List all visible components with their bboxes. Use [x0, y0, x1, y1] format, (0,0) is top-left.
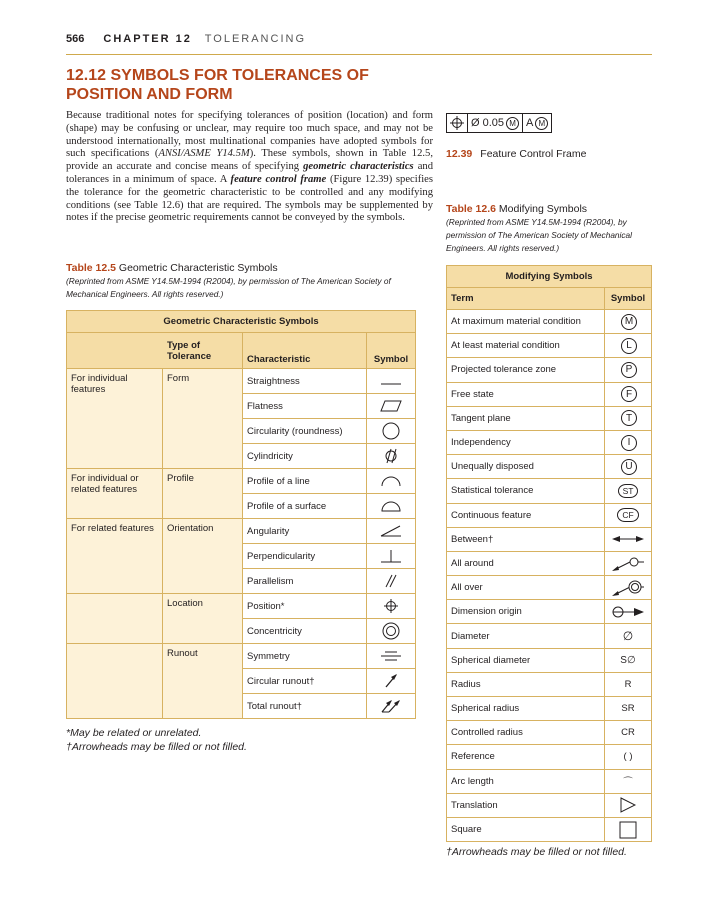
table6-header: Modifying Symbols	[447, 266, 652, 288]
tolerance-cell: Ø 0.05 M	[468, 114, 523, 132]
term-cell: Unequally disposed	[447, 455, 605, 479]
group-label: For individual features	[67, 369, 163, 469]
perpendicularity-icon	[367, 544, 416, 569]
type-label: Runout	[163, 644, 243, 719]
mmc-symbol: M	[605, 310, 652, 334]
characteristic-cell: Symmetry	[243, 644, 367, 669]
col-symbol: Symbol	[605, 288, 652, 310]
circularity-icon	[367, 419, 416, 444]
position-icon	[447, 114, 468, 132]
characteristic-cell: Straightness	[243, 369, 367, 394]
term-cell: At least material condition	[447, 334, 605, 358]
reference-symbol: ( )	[605, 745, 652, 769]
term-cell: Spherical radius	[447, 697, 605, 721]
datum-cell: A M	[523, 114, 551, 132]
col-characteristic: Characteristic	[243, 333, 367, 369]
statistical-tolerance-symbol: ST	[605, 479, 652, 503]
modifying-symbols-table	[446, 265, 652, 842]
figure-caption: 12.39 Feature Control Frame	[446, 148, 587, 160]
type-label: Profile	[163, 469, 243, 519]
term-cell: At maximum material condition	[447, 310, 605, 334]
characteristic-cell: Concentricity	[243, 619, 367, 644]
profile-line-icon	[367, 469, 416, 494]
characteristic-cell: Circularity (roundness)	[243, 419, 367, 444]
term-cell: Translation	[447, 793, 605, 817]
chapter-title: TOLERANCING	[204, 33, 307, 45]
term-cell: Tangent plane	[447, 406, 605, 430]
term-cell: Controlled radius	[447, 721, 605, 745]
spherical-radius-symbol: SR	[605, 697, 652, 721]
table6-caption: Table 12.6 Modifying Symbols (Reprinted from ASME Y14.5M-1994 (R2004), by permission of The American Society of Mechanical Engineers. All rights reserved.)	[446, 203, 632, 253]
running-head	[66, 33, 306, 45]
type-label: Form	[163, 369, 243, 469]
straightness-icon	[367, 369, 416, 394]
between-icon	[605, 527, 652, 551]
type-label: Orientation	[163, 519, 243, 594]
characteristic-cell: Flatness	[243, 394, 367, 419]
datum-mmc-modifier: M	[535, 117, 548, 130]
tangent-plane-symbol: T	[605, 406, 652, 430]
type-label: Location	[163, 594, 243, 644]
characteristic-cell: Parallelism	[243, 569, 367, 594]
total-runout-icon	[367, 694, 416, 719]
free-state-symbol: F	[605, 382, 652, 406]
continuous-feature-symbol: CF	[605, 503, 652, 527]
term-cell: Projected tolerance zone	[447, 358, 605, 382]
term-cell: Diameter	[447, 624, 605, 648]
body-paragraph: Because traditional notes for specifying tolerances of position (location) and form (shape) may be confusing or unclear, may require too much space, and may not be understood internationally, most multinational companies have adopted symbols for such specifications (ANSI/ASME Y14.5M). These symbols, shown in Table 12.5, provide an accurate and concise means of specifying geometric characteristics and tolerances in a minimum of space. A feature control frame (Figure 12.39) specifies the tolerance for the geometric characteristic to be controlled and any modifying conditions (see Table 12.6) that are required. The symbols may be supplemented by notes if the precise geometric requirements cannot be conveyed by the symbols.	[66, 110, 433, 224]
parallelism-icon	[367, 569, 416, 594]
col-type: Type of Tolerance	[163, 333, 243, 369]
chapter-label: CHAPTER 12	[103, 33, 192, 45]
square-icon	[605, 817, 652, 841]
characteristic-cell: Profile of a surface	[243, 494, 367, 519]
characteristic-cell: Total runout†	[243, 694, 367, 719]
characteristic-cell: Circular runout†	[243, 669, 367, 694]
translation-icon	[605, 793, 652, 817]
characteristic-cell: Angularity	[243, 519, 367, 544]
characteristic-cell: Profile of a line	[243, 469, 367, 494]
independency-symbol: I	[605, 430, 652, 454]
controlled-radius-symbol: CR	[605, 721, 652, 745]
table5-header: Geometric Characteristic Symbols	[67, 311, 416, 333]
col-symbol: Symbol	[367, 333, 416, 369]
group-label: For individual or related features	[67, 469, 163, 519]
symmetry-icon	[367, 644, 416, 669]
concentricity-icon	[367, 619, 416, 644]
position-icon	[367, 594, 416, 619]
diameter-symbol: ∅	[605, 624, 652, 648]
col-term: Term	[447, 288, 605, 310]
term-cell: Radius	[447, 672, 605, 696]
lmc-symbol: L	[605, 334, 652, 358]
table5-caption: Table 12.5 Geometric Characteristic Symbols (Reprinted from ASME Y14.5M-1994 (R2004), by permission of The American Society of Mechanical Engineers. All rights reserved.)	[66, 262, 391, 299]
flatness-icon	[367, 394, 416, 419]
group-label: For related features	[67, 519, 163, 594]
term-cell: Free state	[447, 382, 605, 406]
projected-zone-symbol: P	[605, 358, 652, 382]
term-cell: Arc length	[447, 769, 605, 793]
term-cell: All over	[447, 576, 605, 600]
term-cell: Dimension origin	[447, 600, 605, 624]
term-cell: Reference	[447, 745, 605, 769]
term-cell: Statistical tolerance	[447, 479, 605, 503]
dimension-origin-icon	[605, 600, 652, 624]
page-number: 566	[66, 33, 85, 45]
mmc-modifier: M	[506, 117, 519, 130]
table6-note: †Arrowheads may be filled or not filled.	[446, 846, 627, 858]
all-around-icon	[605, 551, 652, 575]
geometric-characteristic-table	[66, 310, 416, 719]
term-cell: Independency	[447, 430, 605, 454]
feature-control-frame	[446, 113, 552, 133]
header-rule	[66, 54, 652, 55]
characteristic-cell: Perpendicularity	[243, 544, 367, 569]
characteristic-cell: Cylindricity	[243, 444, 367, 469]
radius-symbol: R	[605, 672, 652, 696]
table5-notes: *May be related or unrelated. †Arrowheads may be filled or not filled.	[66, 727, 247, 753]
circular-runout-icon	[367, 669, 416, 694]
cylindricity-icon	[367, 444, 416, 469]
term-cell: Continuous feature	[447, 503, 605, 527]
term-cell: Spherical diameter	[447, 648, 605, 672]
all-over-icon	[605, 576, 652, 600]
term-cell: Between†	[447, 527, 605, 551]
spherical-diameter-symbol: S∅	[605, 648, 652, 672]
section-title: 12.12 SYMBOLS FOR TOLERANCES OF POSITION AND FORM	[66, 67, 369, 103]
term-cell: Square	[447, 817, 605, 841]
arc-length-symbol: ⌒	[605, 769, 652, 793]
profile-surface-icon	[367, 494, 416, 519]
angularity-icon	[367, 519, 416, 544]
characteristic-cell: Position*	[243, 594, 367, 619]
term-cell: All around	[447, 551, 605, 575]
unequally-disposed-symbol: U	[605, 455, 652, 479]
